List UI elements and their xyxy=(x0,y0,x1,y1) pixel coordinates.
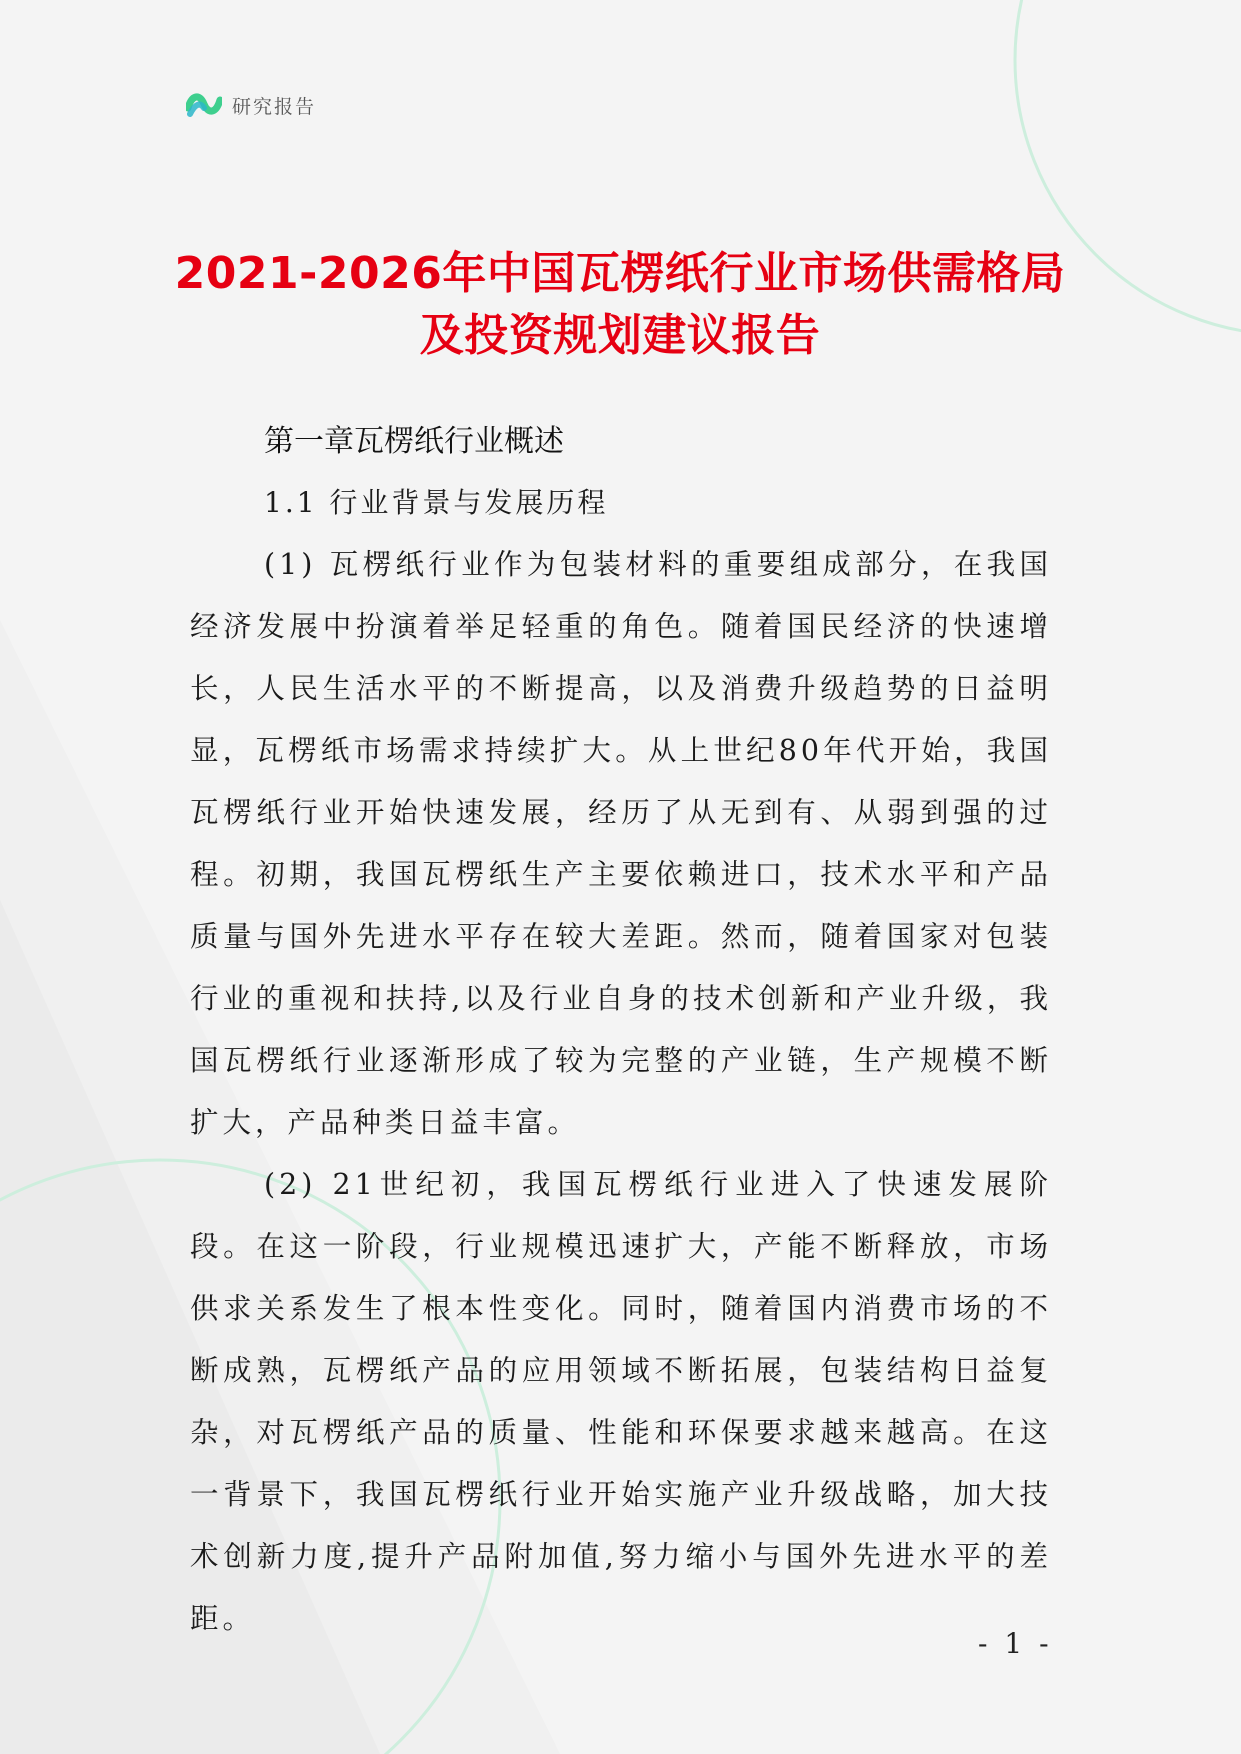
section-heading: 1.1 行业背景与发展历程 xyxy=(264,486,609,519)
report-title xyxy=(150,243,1090,367)
report-header xyxy=(186,88,316,122)
report-title-line-1: 2021-2026年中国瓦楞纸行业市场供需格局 xyxy=(174,248,1066,300)
document-body xyxy=(190,412,1052,1650)
brand-logo-icon xyxy=(186,88,222,122)
header-label: 研究报告 xyxy=(232,95,317,118)
report-title-line-2: 及投资规划建议报告 xyxy=(419,310,821,362)
chapter-heading: 第一章瓦楞纸行业概述 xyxy=(264,424,564,459)
body-paragraph-1: (1) 瓦楞纸行业作为包装材料的重要组成部分，在我国经济发展中扮演着举足轻重的角色。随着国民经济的快速增长，人民生活水平的不断提高，以及消费升级趋势的日益明显，瓦楞纸市场需求持续扩大。从上世纪80年代开始，我国瓦楞纸行业开始快速发展，经历了从无到有、从弱到强的过程。初期，我国瓦楞纸生产主要依赖进口，技术水平和产品质量与国外先进水平存在较大差距。然而，随着国家对包装行业的重视和扶持,以及行业自身的技术创新和产业升级，我国瓦楞纸行业逐渐形成了较为完整的产业链，生产规模不断扩大，产品种类日益丰富。 xyxy=(190,548,1052,1139)
page-number: - 1 - xyxy=(978,1627,1053,1660)
body-paragraph-2: (2) 21世纪初，我国瓦楞纸行业进入了快速发展阶段。在这一阶段，行业规模迅速扩大，产能不断释放，市场供求关系发生了根本性变化。同时，随着国内消费市场的不断成熟，瓦楞纸产品的应用领域不断拓展，包装结构日益复杂，对瓦楞纸产品的质量、性能和环保要求越来越高。在这一背景下，我国瓦楞纸行业开始实施产业升级战略，加大技术创新力度,提升产品附加值,努力缩小与国外先进水平的差距。 xyxy=(190,1168,1052,1635)
